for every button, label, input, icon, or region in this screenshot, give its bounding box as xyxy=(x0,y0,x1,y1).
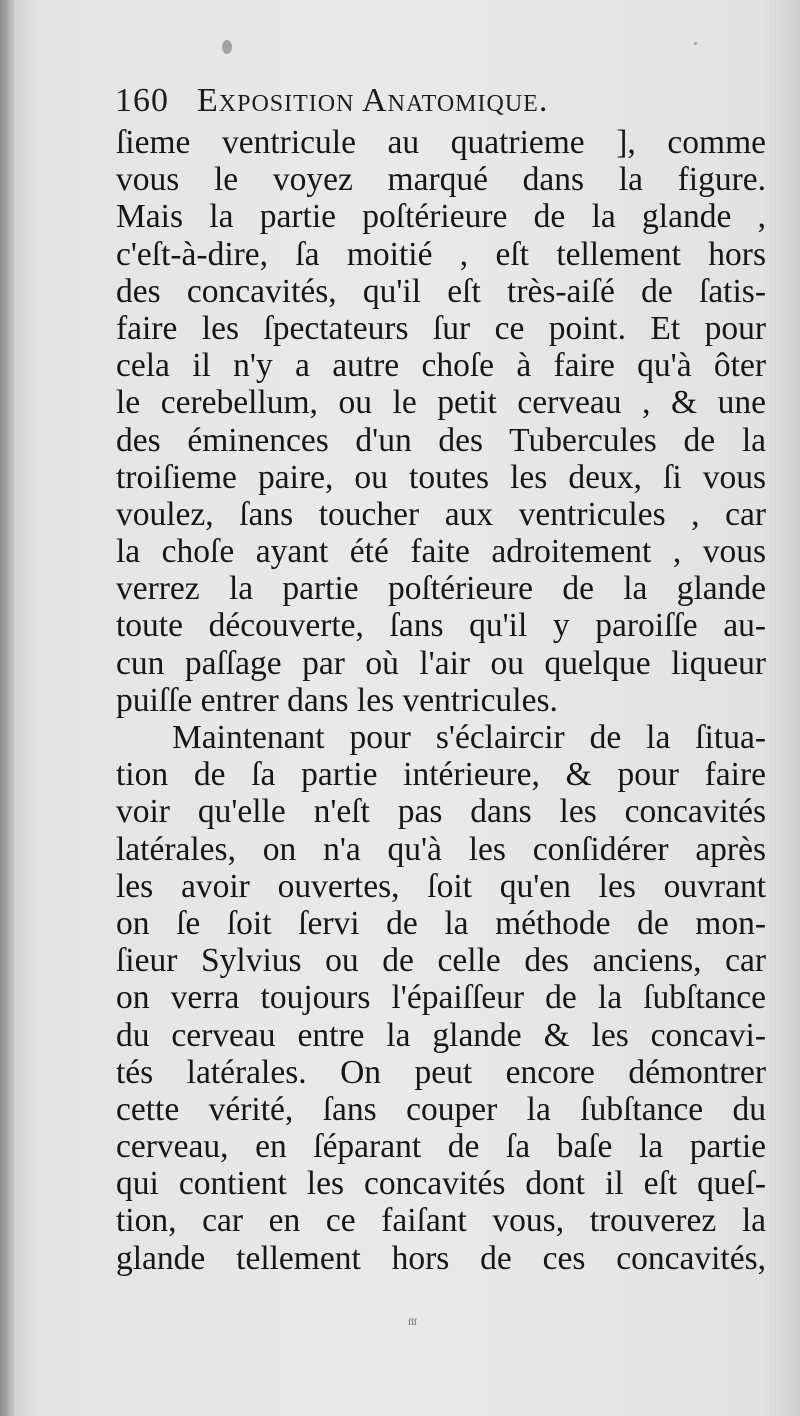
paper-speck xyxy=(694,42,697,45)
paragraph-end-line: puiſſe entrer dans les ventricules. xyxy=(116,681,558,719)
text-line: Mais la partie poſtérieure de la glande , xyxy=(116,198,766,236)
text-line: du cerveau entre la glande & les concavi- xyxy=(116,1016,766,1054)
text-line: faire les ſpectateurs ſur ce point. Et pour xyxy=(116,309,766,347)
text-line: latérales, on n'a qu'à les conſidérer après xyxy=(116,830,766,868)
text-line: des concavités, qu'il eſt très-aiſé de ſatis- xyxy=(116,272,766,310)
text-line: cun paſſage par où l'air ou quelque liqueur xyxy=(116,644,766,682)
text-line: le cerebellum, ou le petit cerveau , & une xyxy=(116,384,766,422)
text-line: la choſe ayant été faite adroitement , vous xyxy=(116,533,766,571)
text-line: tion, car en ce faiſant vous, trouverez la xyxy=(116,1202,766,1240)
text-line: on verra toujours l'épaiſſeur de la ſubſtance xyxy=(116,979,766,1017)
text-line: voir qu'elle n'eſt pas dans les concavités xyxy=(116,793,766,831)
text-line: ſieme ventricule au quatrieme ], comme xyxy=(116,124,766,161)
text-line: tion de ſa partie intérieure, & pour faire xyxy=(116,756,766,794)
page-gutter-shadow xyxy=(0,0,16,1416)
text-line: les avoir ouvertes, ſoit qu'en les ouvrant xyxy=(116,867,766,905)
text-line: cerveau, en ſéparant de ſa baſe la partie xyxy=(116,1128,766,1166)
text-line: glande tellement hors de ces concavités, xyxy=(116,1239,766,1277)
text-line: des éminences d'un des Tubercules de la xyxy=(116,421,766,459)
text-line: c'eſt-à-dire, ſa moitié , eſt tellement hors xyxy=(116,235,766,273)
catchword: ſſſ xyxy=(408,1318,417,1327)
text-line: ſieur Sylvius ou de celle des anciens, car xyxy=(116,942,766,980)
page-number: 160 xyxy=(115,82,169,119)
paper-speck xyxy=(222,40,232,54)
text-line: cette vérité, ſans couper la ſubſtance du xyxy=(116,1090,766,1128)
text-line: on ſe ſoit ſervi de la méthode de mon- xyxy=(116,904,766,942)
running-title: Exposition Anatomique. xyxy=(197,82,549,119)
text-line: verrez la partie poſtérieure de la glande xyxy=(116,570,766,608)
text-line: tés latérales. On peut encore démontrer xyxy=(116,1053,766,1091)
text-line: voulez, ſans toucher aux ventricules , car xyxy=(116,495,766,533)
running-head xyxy=(115,82,765,122)
body-text xyxy=(116,124,766,1277)
text-line: cela il n'y a autre choſe à faire qu'à ôter xyxy=(116,347,766,385)
text-line: qui contient les concavités dont il eſt queſ- xyxy=(116,1165,766,1203)
text-line: troiſieme paire, ou toutes les deux, ſi vous xyxy=(116,458,766,496)
text-line: toute découverte, ſans qu'il y paroiſſe au- xyxy=(116,607,766,645)
paragraph-start-line: Maintenant pour s'éclaircir de la ſitua- xyxy=(172,719,766,756)
text-line: vous le voyez marqué dans la figure. xyxy=(116,161,766,199)
